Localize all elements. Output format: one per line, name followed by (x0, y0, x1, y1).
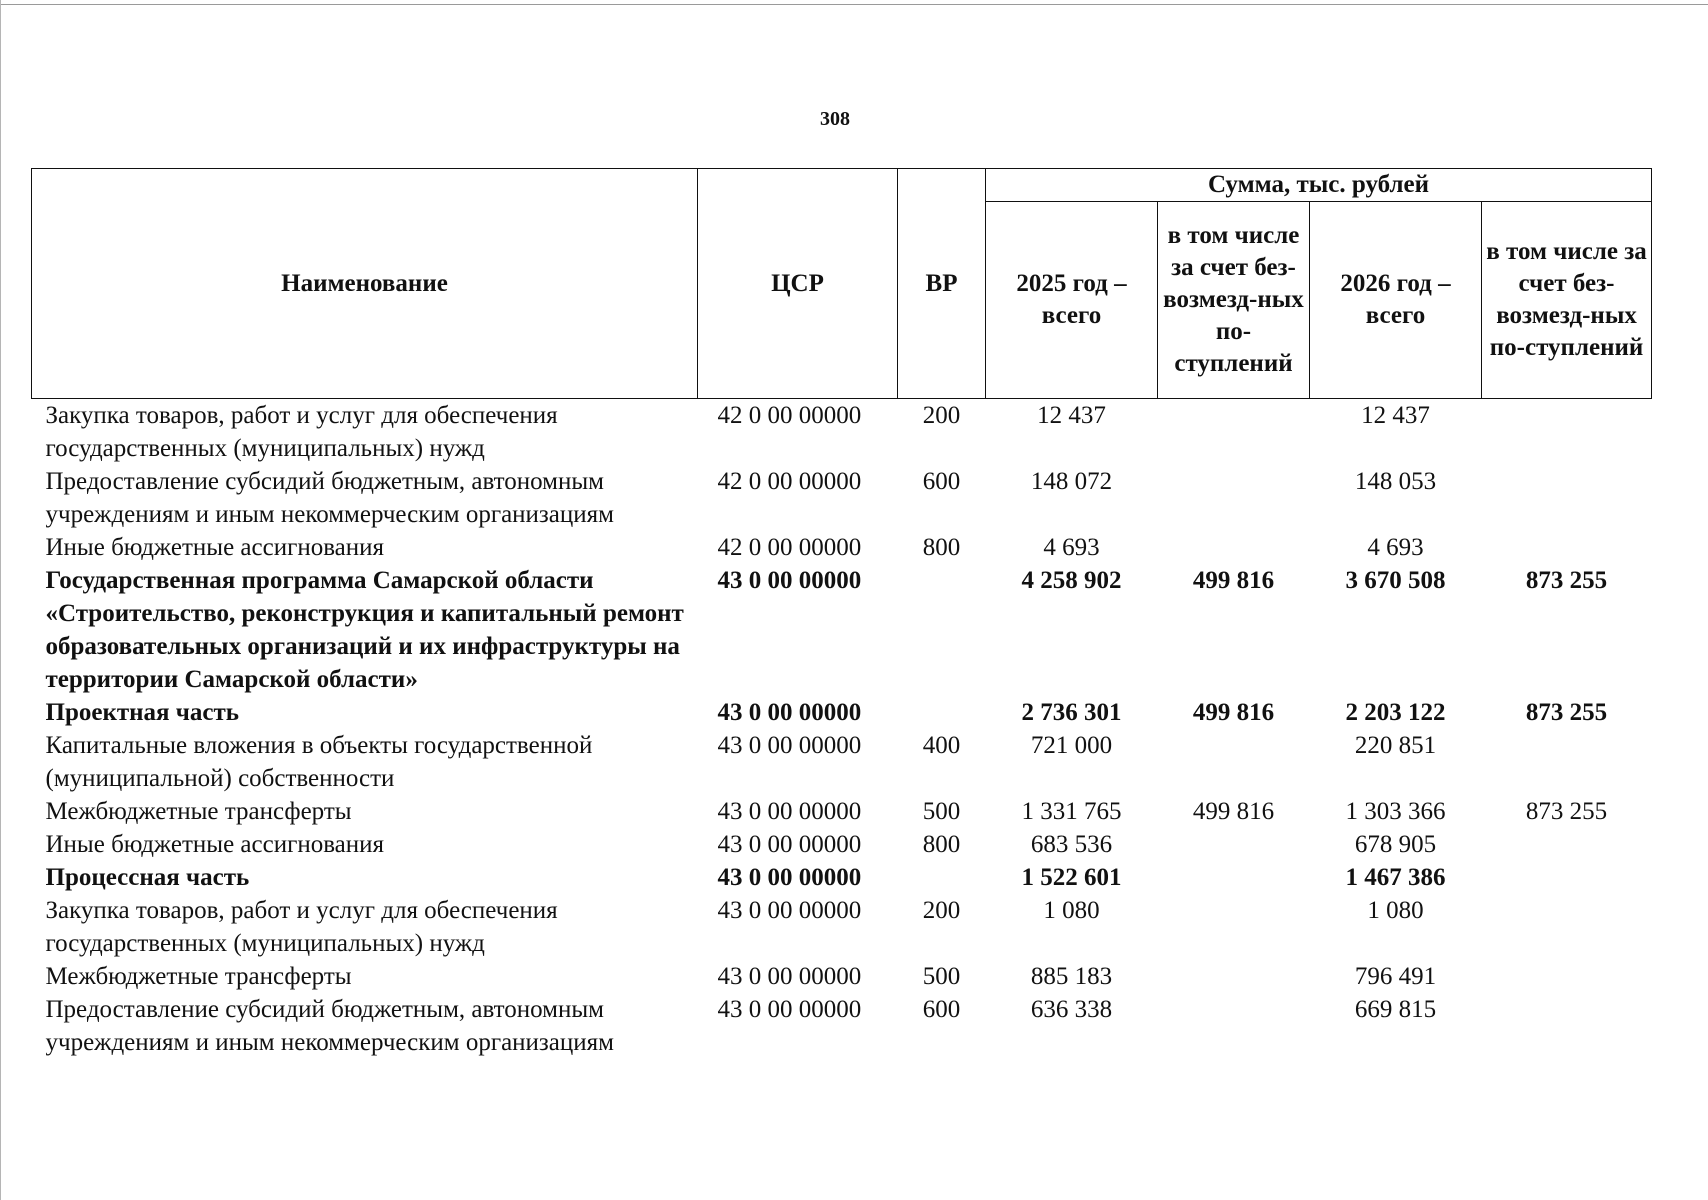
cell-2025-free (1158, 729, 1310, 795)
cell-vr (898, 696, 986, 729)
cell-vr (898, 564, 986, 696)
cell-name: Межбюджетные трансферты (45, 798, 352, 825)
cell-2026-total: 12 437 (1361, 402, 1430, 429)
table-row (32, 399, 1652, 466)
cell-vr: 800 (922, 831, 961, 858)
table-row (32, 795, 1652, 828)
table-row (32, 828, 1652, 861)
cell-2026-free (1482, 729, 1652, 795)
cell-2026-total: 3 670 508 (1345, 567, 1446, 594)
cell-csr: 43 0 00 00000 (717, 798, 862, 825)
table-row (32, 564, 1652, 696)
table-header (32, 169, 1652, 399)
cell-csr: 43 0 00 00000 (717, 567, 862, 594)
cell-2026-free: 873 255 (1525, 699, 1608, 726)
cell-2025-total: 4 693 (1043, 534, 1100, 561)
cell-2026-free (1482, 894, 1652, 960)
cell-2025-total: 1 080 (1043, 897, 1100, 924)
cell-2026-free (1482, 465, 1652, 531)
cell-2025-free (1158, 960, 1310, 993)
cell-2025-free (1158, 531, 1310, 564)
cell-2025-total: 885 183 (1030, 963, 1113, 990)
cell-2026-total: 148 053 (1354, 468, 1437, 495)
cell-2025-free (1158, 993, 1310, 1059)
cell-vr: 400 (922, 732, 961, 759)
cell-2026-free (1482, 399, 1652, 466)
cell-name: Государственная программа Самарской области «Строительство, реконструкция и капитальный ремонт образовательных организаций и их инфраструктуры на территории Самарской области» (45, 567, 684, 693)
cell-csr: 43 0 00 00000 (717, 996, 862, 1023)
cell-2025-total: 2 736 301 (1021, 699, 1122, 726)
scan-edge-left (0, 0, 1, 1200)
cell-2025-total: 1 522 601 (1021, 864, 1122, 891)
cell-name: Капитальные вложения в объекты государственной (муниципальной) собственности (45, 732, 593, 792)
cell-2025-total: 1 331 765 (1021, 798, 1122, 825)
cell-name: Иные бюджетные ассигнования (45, 831, 385, 858)
cell-csr: 43 0 00 00000 (717, 897, 862, 924)
cell-vr: 500 (922, 798, 961, 825)
cell-csr: 42 0 00 00000 (717, 534, 862, 561)
header-sum-group: Сумма, тыс. рублей (986, 169, 1652, 202)
header-2026-free: в том числе за счет без-возмезд-ных по-ступлений (1482, 202, 1652, 399)
cell-2026-free: 873 255 (1525, 567, 1608, 594)
cell-name: Процессная часть (45, 864, 250, 891)
table-row (32, 729, 1652, 795)
header-name: Наименование (32, 169, 698, 399)
cell-vr (898, 861, 986, 894)
cell-2026-free (1482, 993, 1652, 1059)
header-vr: ВР (898, 169, 986, 399)
header-2025-free: в том числе за счет без-возмезд-ных по-ступлений (1158, 202, 1310, 399)
cell-2025-total: 683 536 (1030, 831, 1113, 858)
cell-name: Закупка товаров, работ и услуг для обеспечения государственных (муниципальных) нужд (45, 897, 558, 957)
cell-2026-total: 1 303 366 (1345, 798, 1446, 825)
cell-2025-total: 4 258 902 (1021, 567, 1122, 594)
cell-csr: 43 0 00 00000 (717, 963, 862, 990)
page-number: 308 (820, 108, 850, 130)
cell-2025-free: 499 816 (1192, 798, 1275, 825)
cell-csr: 43 0 00 00000 (717, 864, 862, 891)
cell-2026-free (1482, 960, 1652, 993)
header-2025-total: 2025 год – всего (986, 202, 1158, 399)
cell-2025-total: 636 338 (1030, 996, 1113, 1023)
cell-name: Иные бюджетные ассигнования (45, 534, 385, 561)
cell-vr: 500 (922, 963, 961, 990)
cell-vr: 600 (922, 996, 961, 1023)
cell-vr: 600 (922, 468, 961, 495)
cell-2026-total: 1 080 (1367, 897, 1424, 924)
cell-2026-total: 2 203 122 (1345, 699, 1446, 726)
cell-2026-total: 796 491 (1354, 963, 1437, 990)
cell-csr: 43 0 00 00000 (717, 831, 862, 858)
cell-csr: 43 0 00 00000 (717, 732, 862, 759)
cell-name: Проектная часть (45, 699, 240, 726)
cell-name: Межбюджетные трансферты (45, 963, 352, 990)
cell-2025-total: 148 072 (1030, 468, 1113, 495)
cell-2026-free (1482, 828, 1652, 861)
cell-name: Предоставление субсидий бюджетным, автономным учреждениям и иным некоммерческим организациям (45, 468, 614, 528)
budget-table (31, 168, 1652, 1059)
cell-2026-total: 4 693 (1367, 534, 1424, 561)
cell-vr: 200 (922, 897, 961, 924)
table-row (32, 993, 1652, 1059)
cell-2026-total: 669 815 (1354, 996, 1437, 1023)
cell-2025-free (1158, 465, 1310, 531)
cell-2025-free (1158, 399, 1310, 466)
cell-vr: 800 (922, 534, 961, 561)
cell-name: Предоставление субсидий бюджетным, автономным учреждениям и иным некоммерческим организациям (45, 996, 614, 1056)
cell-2025-free: 499 816 (1192, 567, 1275, 594)
cell-csr: 43 0 00 00000 (717, 699, 862, 726)
cell-csr: 42 0 00 00000 (717, 402, 862, 429)
cell-2026-free (1482, 531, 1652, 564)
header-2026-total: 2026 год – всего (1310, 202, 1482, 399)
header-csr: ЦСР (698, 169, 898, 399)
cell-2025-free (1158, 828, 1310, 861)
table-row (32, 894, 1652, 960)
cell-2026-total: 220 851 (1354, 732, 1437, 759)
table-body (32, 399, 1652, 1060)
table-row (32, 531, 1652, 564)
cell-csr: 42 0 00 00000 (717, 468, 862, 495)
cell-2025-total: 12 437 (1037, 402, 1106, 429)
cell-2025-free (1158, 861, 1310, 894)
cell-vr: 200 (922, 402, 961, 429)
cell-name: Закупка товаров, работ и услуг для обеспечения государственных (муниципальных) нужд (45, 402, 558, 462)
scan-edge-top (0, 4, 1708, 6)
cell-2025-free: 499 816 (1192, 699, 1275, 726)
table-row (32, 696, 1652, 729)
cell-2026-free: 873 255 (1525, 798, 1608, 825)
cell-2026-total: 678 905 (1354, 831, 1437, 858)
table-row (32, 465, 1652, 531)
cell-2026-free (1482, 861, 1652, 894)
cell-2026-total: 1 467 386 (1345, 864, 1446, 891)
table-row (32, 861, 1652, 894)
table-row (32, 960, 1652, 993)
cell-2025-free (1158, 894, 1310, 960)
cell-2025-total: 721 000 (1030, 732, 1113, 759)
